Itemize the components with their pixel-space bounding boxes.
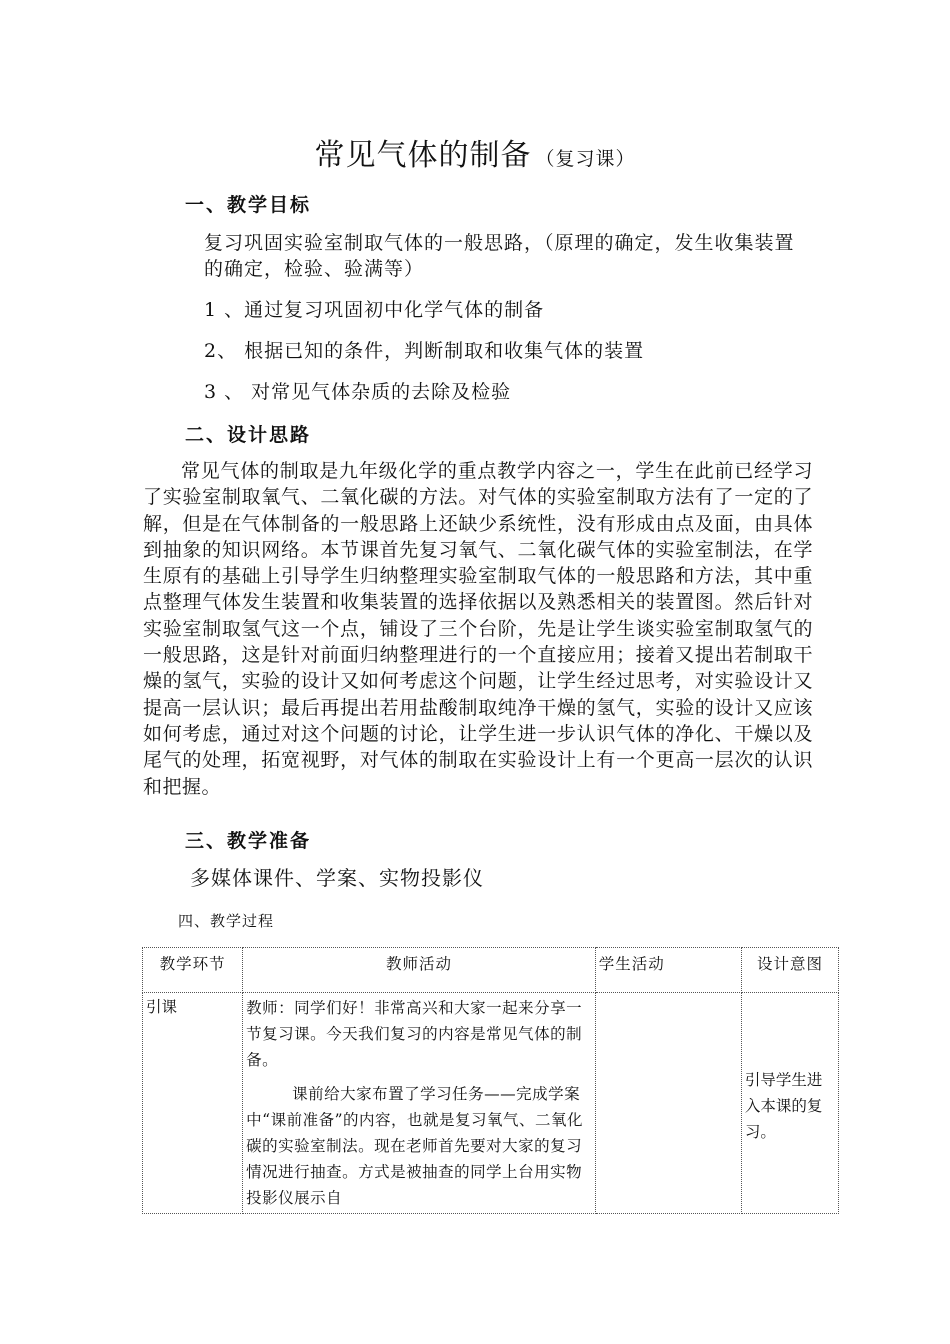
header-stage: 教学环节 xyxy=(143,948,243,993)
header-student: 学生活动 xyxy=(595,948,741,993)
teacher-paragraph-1: 教师：同学们好！非常高兴和大家一起来分享一节复习课。今天我们复习的内容是常见气体的制备。 xyxy=(246,999,583,1069)
header-intent: 设计意图 xyxy=(741,948,838,993)
goal-item-1: 1 、通过复习巩固初中化学气体的制备 xyxy=(204,299,545,321)
process-table xyxy=(142,947,839,1214)
table-row xyxy=(143,993,839,1214)
header-teacher: 教师活动 xyxy=(243,948,596,993)
title-subtitle: （复习课） xyxy=(535,148,636,170)
teacher-paragraph-2: 课前给大家布置了学习任务——完成学案中“课前准备”的内容，也就是复习氧气、二氧化碳的实验室制法。现在老师首先要对大家的复习情况进行抽查。方式是被抽查的同学上台用实物投影仪展示自 xyxy=(246,1085,584,1207)
cell-stage: 引课 xyxy=(143,993,243,1214)
goal-item-3: 3 、 对常见气体杂质的去除及检验 xyxy=(204,381,512,403)
table-header-row xyxy=(143,948,839,993)
cell-design-intent: 引导学生进入本课的复习。 xyxy=(741,993,838,1214)
goals-intro: 复习巩固实验室制取气体的一般思路，（原理的确定，发生收集装置的确定，检验、验满等） xyxy=(204,232,795,280)
section-heading-prep: 三、教学准备 xyxy=(185,830,312,852)
cell-teacher-activity xyxy=(243,993,596,1214)
design-paragraph: 常见气体的制取是九年级化学的重点教学内容之一，学生在此前已经学习了实验室制取氧气、二氧化碳的方法。对气体的实验室制取方法有了一定的了解，但是在气体制备的一般思路上还缺少系统性，没有形成由点及面，由具体到抽象的知识网络。本节课首先复习氧气、二氧化碳气体的实验室制法，在学生原有的基础上引导学生归纳整理实验室制取气体的一般思路和方法，其中重点整理气体发生装置和收集装置的选择依据以及熟悉相关的装置图。然后针对实验室制取氢气这一个点，铺设了三个台阶，先是让学生谈实验室制取氢气的一般思路，这是针对前面归纳整理进行的一个直接应用；接着又提出若制取干燥的氢气，实验的设计又如何考虑这个问题，让学生经过思考，对实验设计又提高一层认识；最后再提出若用盐酸制取纯净干燥的氢气，实验的设计又应该如何考虑，通过对这个问题的讨论，让学生进一步认识气体的净化、干燥以及尾气的处理，拓宽视野，对气体的制取在实验设计上有一个更高一层次的认识和把握。 xyxy=(143,460,813,798)
section-heading-process: 四、教学过程 xyxy=(178,912,275,930)
section-heading-design: 二、设计思路 xyxy=(185,424,312,446)
page-title xyxy=(0,130,950,174)
title-main: 常见气体的制备 xyxy=(314,138,532,173)
section-heading-goals: 一、教学目标 xyxy=(185,194,312,216)
prep-text: 多媒体课件、学案、实物投影仪 xyxy=(190,866,484,890)
cell-student-activity xyxy=(595,993,741,1214)
goal-item-2: 2、 根据已知的条件，判断制取和收集气体的装置 xyxy=(204,340,645,362)
